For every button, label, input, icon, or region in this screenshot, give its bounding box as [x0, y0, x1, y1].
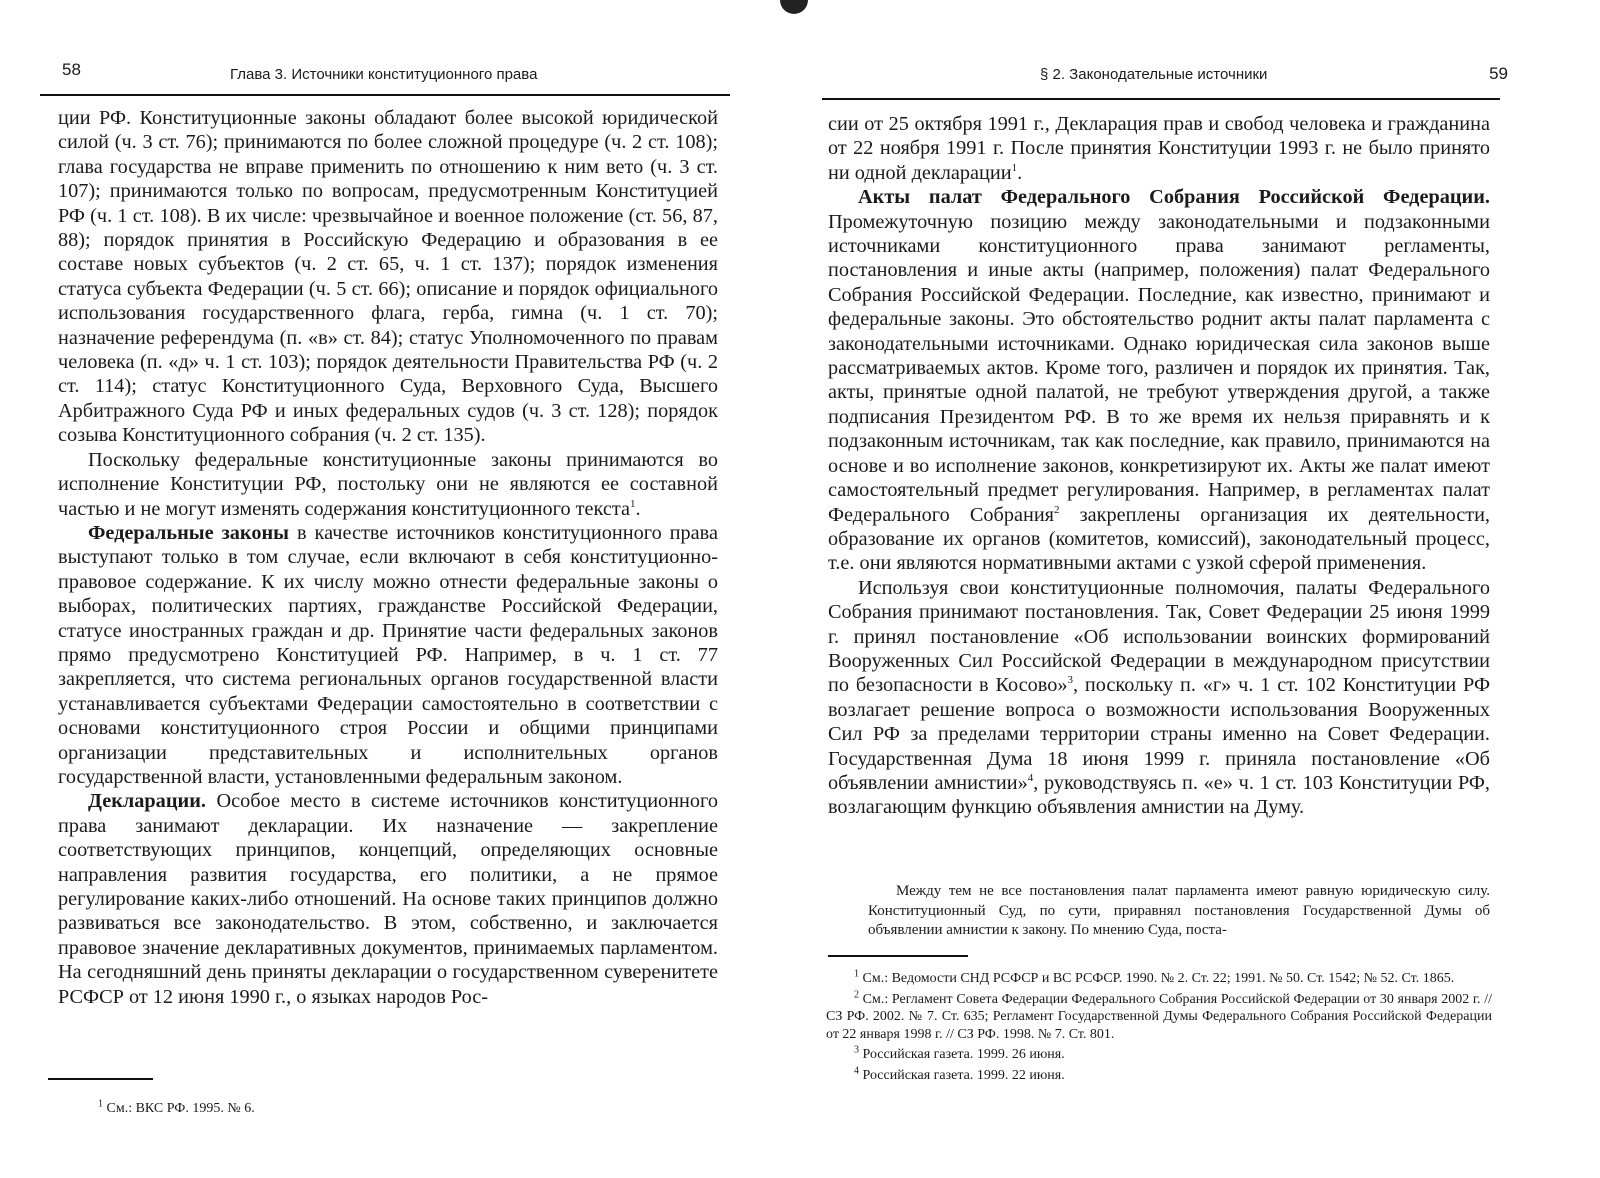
- paragraph: Декларации. Особое место в системе источников конституционного права занимают декларации. Их назначение — закрепление соответствующих принципов, концепций, определяющих основные направления развития государства, его политики, а не прямое регулирование каких-либо отношений. На основе таких принципов должно развиваться все законодательство. В этом, собственно, и заключается правовое значение декларативных документов, принимаемых парламентом. На сегодняшний день приняты декларации о государственном суверенитете РСФСР от 12 июня 1990 г., о языках народов Рос-: [58, 790, 718, 1008]
- running-header: § 2. Законодательные источники: [1040, 66, 1268, 83]
- paragraph: ции РФ. Конституционные законы обладают более высокой юридической силой (ч. 3 ст. 76); принимаются по более сложной процедуре (ч. 2 ст. 108); глава государства не вправе применить по отношению к ним вето (ч. 3 ст. 107); принимаются только по вопросам, предусмотренным Конституцией РФ (ч. 1 ст. 108). В их числе: чрезвычайное и военное положение (ст. 56, 87, 88); порядок принятия в Российскую Федерацию и образования в ее составе новых субъектов (ч. 2 ст. 65, ч. 1 ст. 137); порядок изменения статуса субъекта Федерации (ч. 5 ст. 66); описание и порядок официального использования государственного флага, герба, гимна (ч. 1 ст. 70); назначение референдума (п. «в» ст. 84); статус Уполномоченного по правам человека (п. «д» ч. 1 ст. 103); порядок деятельности Правительства РФ (ч. 2 ст. 114); статус Конституционного Суда, Верховного Суда, Высшего Арбитражного Суда РФ и иных федеральных судов (ч. 3 ст. 128); порядок созыва Конституционного собрания (ч. 2 ст. 135).: [58, 107, 718, 447]
- page-number: 59: [1489, 64, 1508, 83]
- footnotes: [826, 970, 1492, 1087]
- run-in-heading: Акты палат Федерального Собрания Российской Федерации.: [858, 186, 1490, 209]
- paragraph: Федеральные законы в качестве источников конституционного права выступают только в том случае, если включают в себя конституционно-правовое содержание. К их числу можно отнести федеральные законы о выборах, политических партиях, гражданстве Российской Федерации, статусе иностранных граждан и др. Принятие части федеральных законов прямо предусмотрено Конституцией РФ. Например, в ч. 1 ст. 77 закрепляется, что система региональных органов государственной власти устанавливается субъектами Федерации самостоятельно в соответствии с основами конституционного строя России и общими принципами организации представительных и исполнительных органов государственной власти, установленными федеральным законом.: [58, 521, 718, 788]
- footnote: $^3$ Российская газета. 1999. 26 июня.: [854, 1044, 1065, 1062]
- footnote-ref: 3: [1067, 674, 1073, 687]
- footnote-ref: 1: [1011, 162, 1018, 175]
- footnote-rule: [48, 1078, 153, 1080]
- paragraph: Используя свои конституционные полномочия, палаты Федерального Собрания принимают постановления. Так, Совет Федерации 25 июня 1999 г. принял постановление «Об использовании воинских формирований Вооруженных Сил Российской Федерации в международном присутствии по безопасности в Косово»$^3$, поскольку п. «г» ч. 1 ст. 102 Конституции РФ возлагает решение вопроса о возможности использования Вооруженных Сил РФ за пределами территории страны именно на Совет Федерации. Государственная Дума 18 июня 1999 г. приняла постановление «Об объявлении амнистии»$^4$, руководствуясь п. «е» ч. 1 ст. 103 Конституции РФ, возлагающим функцию объявления амнистии на Думу.: [828, 576, 1490, 819]
- run-in-heading: Декларации.: [88, 790, 206, 813]
- small-print-paragraph: Между тем не все постановления палат парламента имеют равную юридическую силу. Конституционный Суд, по сути, приравнял постановления Государственной Думы об объявлении амнистии к закону. По мнению Суда, поста-: [868, 883, 1490, 938]
- paragraph: сии от 25 октября 1991 г., Декларация прав и свобод человека и гражданина от 22 ноября 1991 г. После принятия Конституции 1993 г. не было принято ни одной декларации$^1$.: [828, 113, 1490, 184]
- footnote-ref: 1: [630, 497, 636, 510]
- running-header: Глава 3. Источники конституционного права: [230, 66, 538, 83]
- footnote: $^4$ Российская газета. 1999. 22 июня.: [854, 1064, 1065, 1083]
- header-rule: [822, 98, 1500, 100]
- footnotes: [70, 1100, 710, 1121]
- footnote: $^1$ См.: ВКС РФ. 1995. № 6.: [98, 1098, 255, 1116]
- page-number: 58: [62, 60, 81, 79]
- body-text: [828, 112, 1490, 820]
- right-page: [790, 0, 1600, 1178]
- footnote: $^1$ См.: Ведомости СНД РСФСР и ВС РСФСР. 1990. № 2. Ст. 22; 1991. № 50. Ст. 1542; № 52. Ст. 1865.: [854, 968, 1455, 986]
- run-in-heading: Федеральные законы: [88, 521, 289, 544]
- paragraph: Поскольку федеральные конституционные законы принимаются во исполнение Конституции РФ, постольку они не являются ее составной частью и не могут изменять содержания конституционного текста$^1$.: [58, 448, 718, 520]
- footnote-rule: [828, 955, 968, 957]
- left-page: [0, 0, 780, 1178]
- footnote: $^2$ См.: Регламент Совета Федерации Федерального Собрания Российской Федерации от 30 января 2002 г. // СЗ РФ. 2002. № 7. Ст. 635; Регламент Государственной Думы Федерального Собрания Российской Федерации от 22 января 1998 г. // СЗ РФ. 1998. № 7. Ст. 801.: [826, 988, 1492, 1042]
- footnote-ref: 2: [1054, 503, 1060, 516]
- footnote-ref: 4: [1027, 772, 1034, 785]
- paragraph: Акты палат Федерального Собрания Российской Федерации. Промежуточную позицию между законодательными и подзаконными источниками конституционного права занимают регламенты, постановления и иные акты (например, положения) палат Федерального Собрания Российской Федерации. Последние, как известно, принимают и федеральные законы. Это обстоятельство роднит акты палат парламента с законодательными источниками. Однако юридическая сила законов выше рассматриваемых актов. Кроме того, различен и порядок их принятия. Так, акты, принятые одной палатой, не требуют утверждения другой, а также подписания Президентом РФ. В то же время их нельзя приравнять и к подзаконным источникам, так как последние, как правило, принимаются на основе и во исполнение законов, конкретизируют их. Акты же палат имеют самостоятельный предмет регулирования. Например, в регламентах палат Федерального Собрания$^2$ закреплены организация их деятельности, образование их органов (комитетов, комиссий), законодательный процесс, т.е. они являются нормативными актами с узкой сферой применения.: [828, 186, 1490, 575]
- body-text: [58, 106, 718, 1009]
- header-rule: [40, 94, 730, 96]
